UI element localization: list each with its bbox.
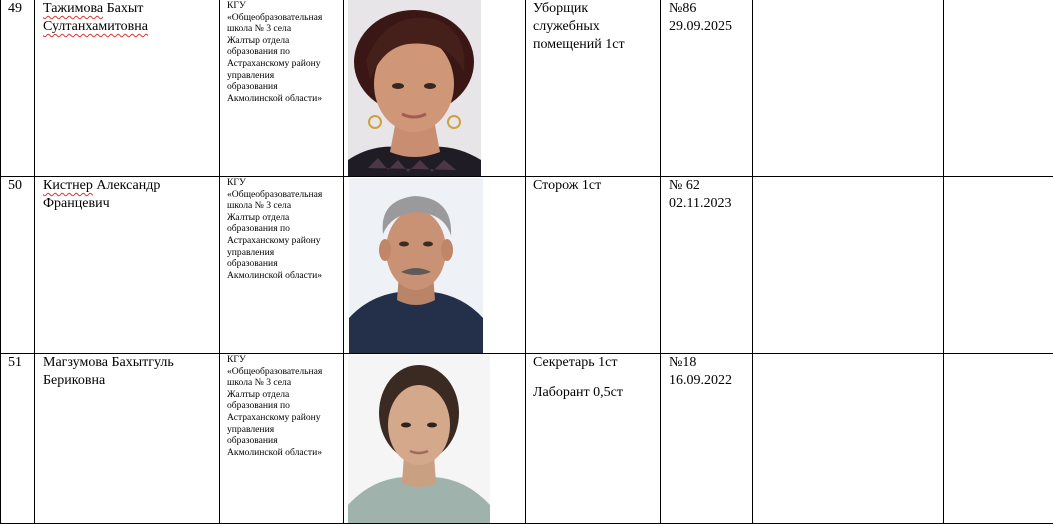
surname: Кистнер [43,178,93,193]
org-line: Акмолинской области» [227,447,343,459]
org-line: «Общеобразовательная [227,189,343,201]
org-line: образования по [227,46,343,58]
org-line: Жалтыр отдела [227,389,343,401]
org-line: «Общеобразовательная [227,12,343,24]
empty-cell [944,0,1053,177]
position [526,177,660,195]
full-name [35,177,219,213]
surname: Тажимова [43,1,103,16]
portrait-man-grey-hair-icon [349,178,483,354]
order-cell [661,0,753,177]
org-line: КГУ [227,177,343,189]
org-line: Акмолинской области» [227,93,343,105]
position [526,0,660,54]
order [661,177,752,213]
org-line: образования по [227,223,343,235]
row-number: 50 [1,177,34,195]
patronymic: Бериковна [43,373,105,388]
position-line: Лаборант 0,5ст [533,385,623,400]
position-line: Уборщик [533,1,588,16]
position-cell [526,0,661,177]
org-line: управления [227,424,343,436]
order-number: №18 [669,355,696,370]
order-number: № 62 [669,178,700,193]
org-line: образования [227,81,343,93]
patronymic: Султанхамитовна [43,19,148,34]
row-number: 49 [1,0,34,18]
org-line: Жалтыр отдела [227,35,343,47]
row-number-cell [1,0,35,177]
position-cell [526,354,661,524]
row-number-cell [1,177,35,354]
position-line: служебных [533,19,600,34]
org-line: управления [227,247,343,259]
table-row [1,0,1053,177]
organization-cell [220,177,344,354]
row-number: 51 [1,354,34,372]
table-row [1,354,1053,524]
full-name-cell [35,177,220,354]
photo-cell [344,354,526,524]
first-name: Александр [93,178,160,193]
org-line: Астраханскому району [227,412,343,424]
order [661,354,752,390]
order-date: 16.09.2022 [669,373,732,388]
empty-cell [753,354,944,524]
position-line: Секретарь 1ст [533,355,617,370]
order-cell [661,177,753,354]
first-name: Бахытгуль [108,355,174,370]
org-line: образования [227,435,343,447]
org-line: образования [227,258,343,270]
row-number-cell [1,354,35,524]
empty-cell [753,177,944,354]
empty-cell [944,354,1053,524]
order-cell [661,354,753,524]
organization-cell [220,0,344,177]
order-date: 02.11.2023 [669,196,731,211]
photo-cell [344,0,526,177]
org-line: управления [227,70,343,82]
first-name: Бахыт [103,1,143,16]
org-line: образования по [227,400,343,412]
photo-cell [344,177,526,354]
org-line: школа № 3 села [227,23,343,35]
org-line: Астраханскому району [227,235,343,247]
organization [220,354,343,458]
position-cell [526,177,661,354]
order-number: №86 [669,1,696,16]
position-line: помещений 1ст [533,37,625,52]
order-date: 29.09.2025 [669,19,732,34]
org-line: школа № 3 села [227,200,343,212]
org-line: КГУ [227,0,343,12]
empty-cell [753,0,944,177]
full-name-cell [35,354,220,524]
org-line: Жалтыр отдела [227,212,343,224]
position-line: Сторож 1ст [533,178,601,193]
organization [220,177,343,281]
portrait-woman-light-sweater-icon [348,355,490,524]
table-row [1,177,1053,354]
order [661,0,752,36]
org-line: «Общеобразовательная [227,366,343,378]
organization [220,0,343,104]
patronymic: Францевич [43,196,110,211]
portrait-woman-dark-hair-icon [348,0,481,176]
org-line: Астраханскому району [227,58,343,70]
full-name [35,354,219,390]
full-name-cell [35,0,220,177]
position [526,354,660,402]
org-line: Акмолинской области» [227,270,343,282]
empty-cell [944,177,1053,354]
org-line: КГУ [227,354,343,366]
org-line: школа № 3 села [227,377,343,389]
surname: Магзумова [43,355,108,370]
organization-cell [220,354,344,524]
full-name [35,0,219,36]
